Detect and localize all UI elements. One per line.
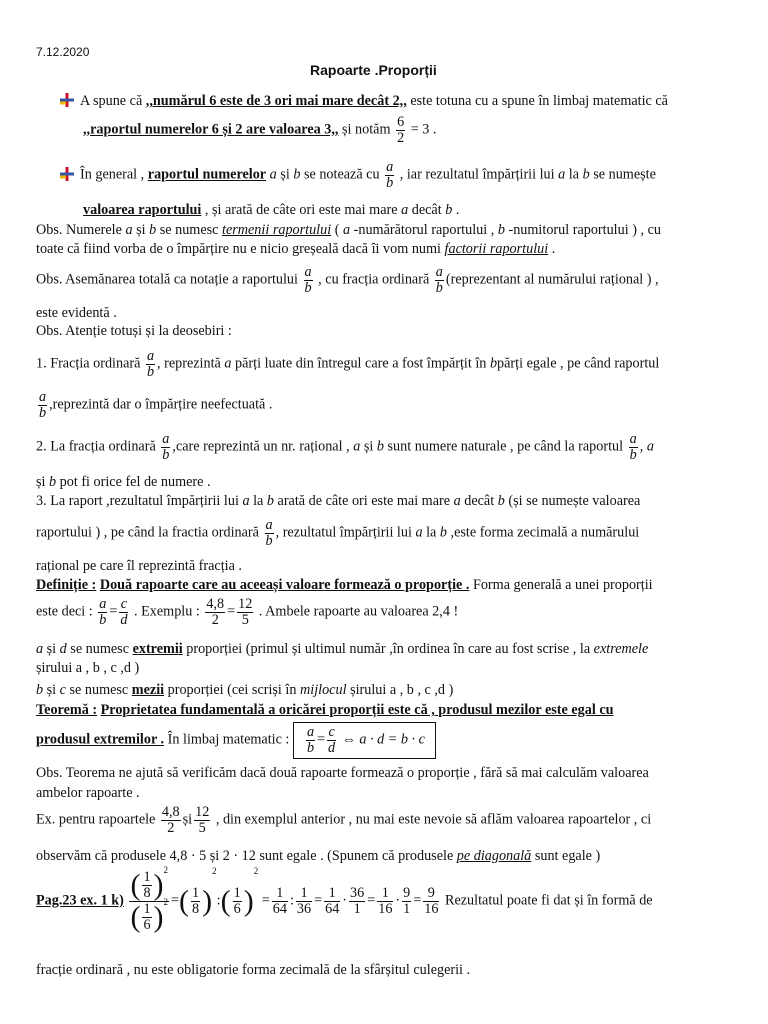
means-line: b și c se numesc mezii proporției (cei scriși în mijlocul șirului a , b , c ,d ) (36, 682, 454, 698)
exercise-label: Pag.23 ex. 1 k) (36, 892, 124, 909)
fraction-a-b: $\frac{a}{b}$ (146, 348, 155, 380)
bullet-icon (60, 93, 74, 107)
fraction-a-b: $\frac{a}{b}$ (39, 389, 47, 421)
fraction-a-b: $\frac{a}{b}$ (162, 431, 170, 463)
definition: Definiție : Două rapoarte care au aceeași valoare formează o proporție . Forma generală a unei proporții (36, 577, 653, 593)
exercise-line: Pag.23 ex. 1 k) ( $\frac{1}{8}$ )$^2$ ( $\frac{1}{6}$ )$^2$ =( $\frac{1}{8}$ )$^2$:( $\frac{1}{6}$ )$^2$ = $\frac{1}{64}$ : $\frac{1}{36}$ = $\frac{1}{64}$ · $\frac{36}{1}$ = $\frac{1}{16}$ · $\frac{9}{1}$ = $\frac{9}{16}$ Rezultatul poate fi dat și în formă de (36, 865, 653, 934)
fraction-a-b: $\frac{a}{b}$ (306, 724, 315, 756)
date: 7.12.2020 (36, 45, 90, 59)
fraction-6-2: $\frac{6}{2}$ (397, 114, 405, 146)
obs-notation: Obs. Asemănarea totală ca notație a raportului $\frac{a}{b}$ , cu fracția ordinară $\frac{a}{b}$ (reprezentant al numărului rațional ) , (36, 264, 659, 296)
bullet-1-line-2: ,,raportul numerelor 6 și 2 are valoarea 3,, și notăm $\frac{6}{2}$ = 3 . (83, 114, 437, 146)
theorem-formula: ⇔ a · d = b · c (341, 731, 425, 748)
exercise-line-2: fracție ordinară , nu este obligatorie forma zecimală de la sfârșitul culegerii . (36, 962, 471, 978)
fraction-a-b: $\frac{a}{b}$ (435, 264, 443, 296)
point-3-line-2: raportului ) , pe când la fractia ordinară $\frac{a}{b}$ , rezultatul împărțirii lui a la b ,este forma zecimală a numărului (36, 517, 640, 549)
example-line: Ex. pentru rapoartele $\frac{4,8}{2}$ și $\frac{12}{5}$ , din exemplul anterior , nu mai este nevoie să aflăm valoarea rapoartelor , ci (36, 804, 652, 836)
obs-theorem-line-2: ambelor rapoarte . (36, 785, 140, 801)
obs-notation-line-2: este evidentă . (36, 305, 117, 321)
fraction-c-d: $\frac{c}{d}$ (328, 724, 336, 756)
obs-terms-line-2: toate că fiind vorba de o împărțire nu e nicio greșeală dacă îi vom numi factorii raportului . (36, 241, 556, 257)
point-2-line-2: și b pot fi orice fel de numere . (36, 474, 211, 490)
fraction-a-b: $\frac{a}{b}$ (265, 517, 273, 549)
highlight-statement: ,,numărul 6 este de 3 ori mai mare decât 2,, (145, 93, 407, 109)
extremes-line: a și d se numesc extremii proporției (primul și ultimul număr ,în ordinea în care au fost scrise , la extremele (36, 641, 649, 657)
bullet-icon (60, 167, 74, 181)
page-title: Rapoarte .Proporții (310, 62, 437, 78)
point-3-line-3: rațional pe care îl reprezintă fracția . (36, 558, 242, 574)
point-1-line-2: $\frac{a}{b}$ ,reprezintă dar o împărțire neefectuată . (39, 389, 273, 421)
fraction-a-b: $\frac{a}{b}$ (304, 264, 312, 296)
fraction-4-8-over-2: $\frac{4,8}{2}$ (161, 804, 180, 836)
obs-differences: Obs. Atenție totuși și la deosebiri : (36, 323, 232, 339)
compound-fraction: ( $\frac{1}{8}$ )$^2$ ( $\frac{1}{6}$ )$^2$ (130, 865, 169, 934)
point-3: 3. La raport ,rezultatul împărțirii lui a la b arată de câte ori este mai mare a decât b (și se numește valoarea (36, 493, 641, 509)
theorem: Teoremă : Proprietatea fundamentală a oricărei proporții este că , produsul mezilor este egal cu (36, 702, 614, 718)
definition-line-2: este deci : $\frac{a}{b}$ = $\frac{c}{d}$ . Exemplu : $\frac{4,8}{2}$ = $\frac{12}{5}$ . Ambele rapoarte au valoarea 2,4 ! (36, 596, 459, 628)
fraction-12-over-5: $\frac{12}{5}$ (195, 804, 210, 836)
fraction-c-d: $\frac{c}{d}$ (120, 596, 128, 628)
bullet-paragraph-2: În general , raportul numerelor a și b se notează cu $\frac{a}{b}$ , iar rezultatul împărțirii lui a la b se numește (60, 160, 656, 191)
fraction-a-b: $\frac{a}{b}$ (386, 159, 394, 191)
bullet-paragraph-1: A spune că ,,numărul 6 este de 3 ori mai mare decât 2,, este totuna cu a spune în limbaj matematic că (60, 93, 668, 110)
theorem-formula-box: $\frac{a}{b}$ = $\frac{c}{d}$ ⇔ a · d = b · c (293, 722, 436, 759)
point-1: 1. Fracția ordinară $\frac{a}{b}$ , reprezintă a părți luate din întregul care a fost împărțit în bpărți egale , pe când raportul (36, 348, 660, 380)
example-line-2: observăm că produsele 4,8 · 5 și 2 · 12 sunt egale . (Spunem că produsele pe diagonală sunt egale ) (36, 848, 601, 864)
obs-theorem: Obs. Teorema ne ajută să verificăm dacă două rapoarte formează o proporție , fără să mai calculăm valoarea (36, 765, 649, 781)
point-2: 2. La fracția ordinară $\frac{a}{b}$ ,care reprezintă un nr. rațional , a și b sunt numere naturale , pe când la raportul $\frac{a}{b}$ , a (36, 431, 654, 463)
extremes-line-2: șirului a , b , c ,d ) (36, 660, 140, 676)
fraction-a-b: $\frac{a}{b}$ (629, 431, 637, 463)
bullet-2-line-2: valoarea raportului , și arată de câte ori este mai mare a decât b . (83, 202, 460, 218)
fraction-12-over-5: $\frac{12}{5}$ (238, 596, 253, 628)
obs-terms: Obs. Numerele a și b se numesc termenii raportului ( a -numărătorul raportului , b -numitorul raportului ) , cu (36, 222, 661, 238)
fraction-4-8-over-2: $\frac{4,8}{2}$ (206, 596, 225, 628)
theorem-line-2: produsul extremilor . În limbaj matematic : $\frac{a}{b}$ = $\frac{c}{d}$ ⇔ a · d = b · c (36, 722, 436, 759)
fraction-a-b: $\frac{a}{b}$ (99, 596, 107, 628)
